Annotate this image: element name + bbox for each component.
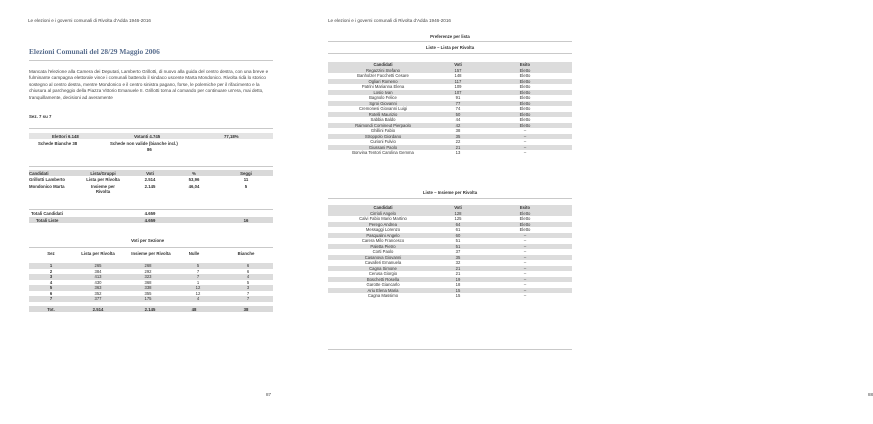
table-cell: 60 <box>455 232 461 238</box>
table-cell: 6 <box>49 290 53 296</box>
cand-header-candidati: Candidati <box>29 171 49 176</box>
table-cell: Patrini Marianna Elena <box>361 84 405 90</box>
table-cell: – <box>523 144 527 150</box>
column-header: Esito <box>519 62 531 68</box>
table-cell: Sgroi Giovanni <box>369 100 397 106</box>
intro-paragraph: Mancata l'elezione alla Camera dei Deputati, Lamberto Grillotti, di nuovo alla guida del centro destra, con una breve e fulminante campagna elettorale vince i comunali battendo il sindaco uscente Marta Mondonico. Rivolta ridà lo storico sostegno al centro destra, mentre Mondonico e il centro sinistra pagano, forse, le polemiche per il rifacimento e la chiusura al parcheggio della Piazza Vittorio Emanuele II. Grillotti torna al comando per continuare un'era, mai detto, tranquillamente, decisioni ad averamente <box>29 69 269 100</box>
table-cell: Eletto <box>519 227 531 233</box>
sezioni-divider <box>29 247 273 248</box>
table-cell: Garotte Giancarlo <box>366 282 400 288</box>
table-row <box>328 282 572 288</box>
candidate-seats: 5 <box>244 184 248 189</box>
table-cell: Perego Andrea <box>369 221 397 227</box>
table-row <box>328 266 572 272</box>
table-cell: Eletto <box>519 100 531 106</box>
page-number-left: 87 <box>266 392 272 397</box>
table-row <box>328 211 572 217</box>
table-cell: 21 <box>455 144 461 150</box>
list2-bottom-rule <box>328 349 572 350</box>
column-header: Voti <box>454 205 462 211</box>
table-cell: Cirrioli Angelo <box>370 210 396 216</box>
table-cell: 5 <box>246 279 250 285</box>
sezioni-caption: Voti per Sezione <box>131 238 165 243</box>
table-cell: 44 <box>455 117 461 123</box>
table-row <box>328 244 572 250</box>
table-row <box>29 269 273 275</box>
table-cell: 128 <box>454 210 462 216</box>
table-cell: 50 <box>455 111 461 117</box>
table-cell: Cerusa Giorgio <box>368 271 398 277</box>
table-row <box>328 216 572 222</box>
cand-header-voti: Voti <box>146 171 154 176</box>
candidate-list: Insieme per Rivolta <box>91 184 115 194</box>
table-cell: 5 <box>196 263 200 269</box>
column-header: Candidati <box>373 205 393 211</box>
list1-divider <box>328 53 572 54</box>
table-row <box>328 101 572 107</box>
cand-header-lista: Lista/Gruppi <box>90 171 116 176</box>
table-cell: – <box>523 139 527 145</box>
table-cell: – <box>523 260 527 266</box>
table-row <box>328 134 572 140</box>
table-cell: 7 <box>196 268 200 274</box>
table-cell: 355 <box>144 290 152 296</box>
table-cell: – <box>523 243 527 249</box>
table-cell: 64 <box>455 221 461 227</box>
table-header-row <box>328 205 572 211</box>
sezioni-count: Sez. 7 su 7 <box>29 114 52 119</box>
table-row <box>328 123 572 129</box>
table-cell: 1 <box>49 263 53 269</box>
page-number-right: 88 <box>868 392 873 397</box>
schede-bianche: Schede Bianche 38 <box>38 141 78 146</box>
totale-liste-seggi: 16 <box>243 218 249 223</box>
table-cell: 35 <box>455 133 461 139</box>
table-cell: 352 <box>94 290 102 296</box>
table-cell: – <box>523 287 527 293</box>
table-cell: Eletto <box>519 89 531 95</box>
table-cell: Carera Milo Francesco <box>361 238 405 244</box>
left-page <box>0 0 300 424</box>
sez-header-insieme: Insieme per Rivolta <box>131 251 171 256</box>
preferenze-title: Preferenze per lista <box>430 34 470 39</box>
cand-header-percent: % <box>192 171 196 176</box>
table-cell: Rotelli Maurizio <box>368 111 398 117</box>
table-cell: Eletto <box>519 117 531 123</box>
table-cell: Pasqualini Angelo <box>366 232 400 238</box>
table-cell: Raimondi Cornineut Pierpaolo <box>355 122 411 128</box>
table-cell: 6 <box>246 268 250 274</box>
sez-header-bianche: Bianche <box>237 251 255 256</box>
table-cell: 42 <box>455 122 461 128</box>
table-cell: – <box>523 265 527 271</box>
table-cell: Cremonesi Giovanni Luigi <box>359 106 407 112</box>
table-cell: – <box>523 238 527 244</box>
table-cell: – <box>523 249 527 255</box>
table-cell: 7 <box>196 274 200 280</box>
table-cell: 125 <box>454 216 462 222</box>
page-title: Elezioni Comunali del 28/29 Maggio 2006 <box>29 47 160 56</box>
table-cell: 430 <box>94 279 102 285</box>
table-row <box>29 296 273 302</box>
table-cell: Eletto <box>519 221 531 227</box>
table-row <box>29 291 273 297</box>
sez-header-nulle: Nulle <box>188 251 200 256</box>
table-cell: 338 <box>144 285 152 291</box>
list2-caption: Liste – Insieme per Rivolta <box>422 190 478 195</box>
table-header-row <box>328 62 572 68</box>
table-cell: Eletto <box>519 73 531 79</box>
table-row <box>328 73 572 79</box>
table-cell: 6 <box>246 263 250 269</box>
table-cell: Losio Ivan <box>373 89 393 95</box>
table-cell: Banholzer Facchetti Cesare <box>357 73 409 79</box>
table-cell: Eletto <box>519 111 531 117</box>
sez-total-nulle: 48 <box>191 307 197 312</box>
table-cell: 7 <box>246 290 250 296</box>
table-cell: 38 <box>455 128 461 134</box>
table-row <box>328 90 572 96</box>
table-row <box>328 95 572 101</box>
table-cell: Giussani Paolo <box>368 144 398 150</box>
table-cell: 15 <box>455 287 461 293</box>
table-cell: 3 <box>49 274 53 280</box>
table-row <box>328 271 572 277</box>
running-header-left: Le elezioni e i governi comunali di Rivolta d'Adda 1946-2016 <box>28 18 151 23</box>
table-cell: 4 <box>246 274 250 280</box>
sez-total-insieme: 2.145 <box>144 307 156 312</box>
table-row <box>328 117 572 123</box>
table-cell: – <box>523 271 527 277</box>
table-cell: Stroppolo Giordano <box>364 133 402 139</box>
table-row <box>328 112 572 118</box>
affluenza-percent: 77,18% <box>224 134 239 139</box>
table-row <box>328 255 572 261</box>
table-cell: 1 <box>196 279 200 285</box>
candidate-seats: 11 <box>243 177 249 182</box>
totale-candidati-label: Totali Candidati <box>31 211 63 216</box>
table-cell: Bagnolo Felice <box>369 95 397 101</box>
candidate-percent: 53,96 <box>188 177 200 182</box>
table-cell: 21 <box>455 271 461 277</box>
table-row <box>29 274 273 280</box>
list1-table <box>328 62 572 156</box>
sezioni-table <box>29 263 273 302</box>
table-cell: 107 <box>454 89 462 95</box>
table-cell: Casanova Giovanni <box>364 254 402 260</box>
stats-divider <box>29 128 273 129</box>
table-cell: 35 <box>455 254 461 260</box>
table-cell: 175 <box>144 296 152 302</box>
table-cell: Eletto <box>519 106 531 112</box>
sez-header-sez: Sez <box>47 251 55 256</box>
table-cell: Ogliari Romeno <box>368 78 398 84</box>
sez-total-bianche: 38 <box>243 307 249 312</box>
table-cell: 3 <box>246 285 250 291</box>
votanti-count: Votanti 4.745 <box>134 134 161 139</box>
table-row <box>328 227 572 233</box>
table-cell: Eletto <box>519 216 531 222</box>
right-page <box>300 0 873 424</box>
totals-divider <box>29 209 273 210</box>
table-cell: 7 <box>246 296 250 302</box>
totale-liste-value: 4.659 <box>144 218 156 223</box>
table-cell: Eletto <box>519 78 531 84</box>
elettori-count: Elettori 6.148 <box>52 134 79 139</box>
table-cell: Curioni Fulvio <box>370 139 396 145</box>
table-cell: 265 <box>94 263 102 269</box>
running-header-right: Le elezioni e i governi comunali di Rivolta d'Adda 1946-2016 <box>328 18 451 23</box>
sez-total-label: Tot. <box>47 307 55 312</box>
candidate-votes: 2.514 <box>144 177 156 182</box>
table-cell: 4 <box>196 296 200 302</box>
table-cell: 19 <box>455 276 461 282</box>
table-cell: 363 <box>94 285 102 291</box>
sez-header-lista: Lista per Rivolta <box>81 251 115 256</box>
table-cell: 77 <box>455 100 461 106</box>
table-cell: – <box>523 232 527 238</box>
table-cell: Cagna Simone <box>369 265 397 271</box>
column-header: Esito <box>519 205 531 211</box>
table-cell: Sabbia Baldo <box>370 117 396 123</box>
table-cell: 109 <box>454 84 462 90</box>
sez-total-lista: 2.514 <box>92 307 104 312</box>
table-cell: 12 <box>195 290 201 296</box>
table-cell: 7 <box>49 296 53 302</box>
candidate-name: Mondonico Marta <box>29 184 65 189</box>
table-cell: Eletto <box>519 95 531 101</box>
table-cell: – <box>523 133 527 139</box>
table-cell: 22 <box>455 139 461 145</box>
table-cell: Regazzini Stefano <box>366 67 400 73</box>
table-row <box>328 79 572 85</box>
table-cell: Cavalleri Emanuela <box>364 260 402 266</box>
table-cell: 21 <box>455 265 461 271</box>
table-row <box>328 150 572 156</box>
table-row <box>328 238 572 244</box>
table-row <box>29 280 273 286</box>
table-row <box>328 68 572 74</box>
table-cell: 384 <box>94 268 102 274</box>
table-row <box>328 277 572 283</box>
totale-liste-label: Totali Liste <box>36 218 59 223</box>
table-row <box>29 263 273 269</box>
table-cell: 292 <box>144 268 152 274</box>
table-cell: 15 <box>455 293 461 299</box>
table-cell: Ghillini Fabio <box>370 128 396 134</box>
table-cell: 2 <box>49 268 53 274</box>
column-header: Candidati <box>373 62 393 68</box>
table-cell: 61 <box>455 227 461 233</box>
table-cell: – <box>523 254 527 260</box>
table-cell: 51 <box>455 243 461 249</box>
table-row <box>328 139 572 145</box>
column-header: Voti <box>454 62 462 68</box>
table-cell: – <box>523 128 527 134</box>
table-cell: Eletto <box>519 67 531 73</box>
table-row <box>328 249 572 255</box>
schede-nulle-label: Schede non valide (bianche incl.) <box>110 141 178 146</box>
table-cell: 368 <box>144 279 152 285</box>
table-cell: 91 <box>455 95 461 101</box>
table-row <box>328 260 572 266</box>
table-cell: 32 <box>455 260 461 266</box>
table-cell: 377 <box>94 296 102 302</box>
title-divider <box>29 60 273 61</box>
totale-candidati-value: 4.659 <box>144 211 156 216</box>
table-row <box>328 233 572 239</box>
table-cell: 4 <box>49 279 53 285</box>
candidate-list: Lista per Rivolta <box>86 177 120 182</box>
list2-table <box>328 205 572 299</box>
table-cell: 148 <box>454 73 462 79</box>
list2-divider <box>328 198 572 199</box>
candidate-votes: 2.145 <box>144 184 156 189</box>
table-cell: Eletto <box>519 84 531 90</box>
table-cell: 12 <box>195 285 201 291</box>
table-row <box>328 145 572 151</box>
table-row <box>328 106 572 112</box>
table-row <box>328 84 572 90</box>
table-row <box>328 222 572 228</box>
table-row <box>328 128 572 134</box>
candidates-divider <box>29 166 273 167</box>
table-cell: – <box>523 293 527 299</box>
table-cell: Ariu Elena Maria <box>367 287 399 293</box>
table-cell: 13 <box>455 150 461 156</box>
table-cell: 157 <box>454 67 462 73</box>
table-cell: 268 <box>144 263 152 269</box>
table-cell: 74 <box>455 106 461 112</box>
cand-header-seggi: Seggi <box>240 171 252 176</box>
table-cell: Eletto <box>519 122 531 128</box>
table-cell: Cagna Massimo <box>367 293 399 299</box>
table-row <box>328 293 572 299</box>
table-cell: 5 <box>49 285 53 291</box>
table-cell: Boschetti Rosella <box>366 276 400 282</box>
table-cell: 51 <box>455 238 461 244</box>
table-cell: – <box>523 276 527 282</box>
table-cell: Bonvina Tentori Carolina Gemma <box>352 150 414 156</box>
table-cell: 413 <box>94 274 102 280</box>
candidate-name: Grillotti Lamberto <box>29 177 66 182</box>
candidate-percent: 46,04 <box>188 184 200 189</box>
table-cell: Messaggi Lorenzo <box>365 227 401 233</box>
schede-nulle-value: 86 <box>147 147 152 152</box>
table-cell: – <box>523 282 527 288</box>
table-cell: 323 <box>144 274 152 280</box>
table-cell: 117 <box>454 78 462 84</box>
table-cell: Eletto <box>519 210 531 216</box>
preferenze-divider <box>328 41 572 42</box>
table-cell: Corti Paolo <box>372 249 394 255</box>
table-row <box>29 285 273 291</box>
table-cell: Paletta Pietro <box>370 243 396 249</box>
table-row <box>328 288 572 294</box>
table-cell: – <box>523 150 527 156</box>
table-cell: 37 <box>455 249 461 255</box>
list1-caption: Liste – Lista per Rivolta <box>425 45 475 50</box>
table-cell: 18 <box>455 282 461 288</box>
table-cell: Calvi Fabio Mario Martino <box>359 216 407 222</box>
